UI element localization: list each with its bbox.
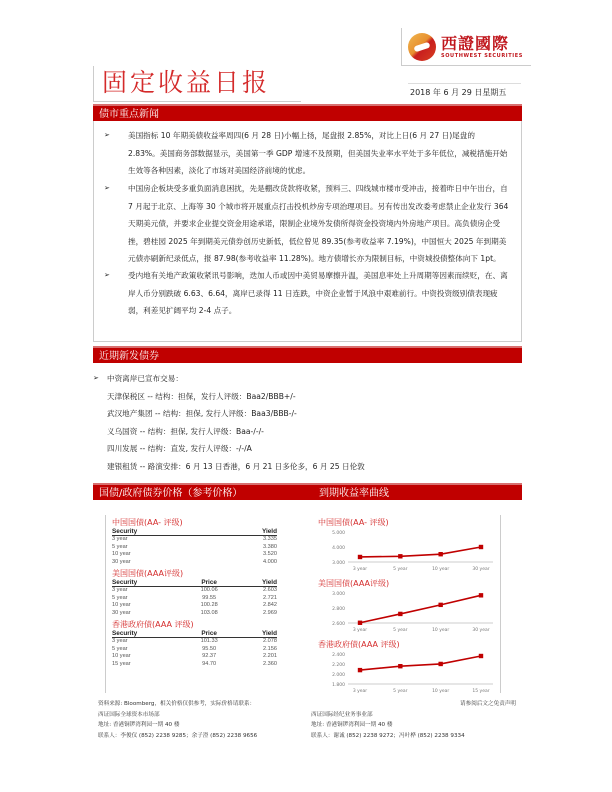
x-tick-label: 10 year bbox=[432, 567, 450, 572]
section-header-news bbox=[93, 104, 522, 121]
y-tick-label: 1.800 bbox=[332, 683, 345, 688]
table-cell: 2.078 bbox=[263, 638, 277, 644]
news-box bbox=[93, 121, 522, 342]
data-point bbox=[479, 654, 483, 658]
contact-people: 联系人：谢诚 (852) 2238 9272；冯叶桦 (852) 2238 9334 bbox=[311, 732, 465, 739]
logo-mark-icon bbox=[408, 33, 436, 61]
table-cell: 94.70 bbox=[202, 660, 217, 667]
data-point bbox=[398, 612, 402, 616]
data-point bbox=[398, 664, 402, 668]
data-point bbox=[479, 545, 483, 549]
table-cell: 2.603 bbox=[263, 587, 277, 593]
disclaimer-note: 请参阅后文之免责声明 bbox=[460, 701, 516, 707]
table-cell: 4.000 bbox=[263, 558, 277, 565]
data-point bbox=[479, 593, 483, 597]
contact-dept: 西证国际经纪业务事业部 bbox=[311, 711, 373, 718]
bond-table bbox=[112, 528, 277, 566]
news-text: 受内地有关地产政策收紧讯号影响，迭加人币或因中美贸易摩擦升温，美国息率处上升周期等因素而续贬，在、离岸人币分别跌破 6.63、6.64，离岸已录得 11 日连跌，中资企业暂于风浪中艰难前行。中资投资级别债表现疲弱，利差见扩阔平均 2-4 点子。 bbox=[128, 271, 508, 315]
y-tick-label: 3.000 bbox=[332, 561, 345, 566]
column-header: Security bbox=[112, 579, 185, 587]
news-item bbox=[104, 267, 509, 320]
table-cell: 101.33 bbox=[200, 638, 218, 644]
arrow-bullet-icon: ➢ bbox=[104, 184, 110, 192]
yield-curve-chart bbox=[318, 650, 498, 694]
issue-item: 天津保税区 -- 结构：担保，发行人评级：Baa2/BBB+/- bbox=[107, 391, 296, 401]
table-cell: 30 year bbox=[112, 609, 131, 616]
table-cell: 5 year bbox=[112, 594, 128, 601]
x-tick-label: 5 year bbox=[393, 689, 408, 694]
table-cell: 3 year bbox=[112, 587, 128, 593]
y-tick-label: 5.000 bbox=[332, 531, 345, 536]
news-text: 中国房企板块受多重负面消息困扰，先是棚改货款将收紧，预料三、四线城市楼市受冲击，接着昨日中午出台，自 7 月起于北京、上海等 30 个城市将开展重点打击投机炒房专项治理项目。另有传出发改委考虑禁止企业发行 364 天期美元债，并要求企业提交资金用途承诺，限制企业境外发债所得资金投资境内外房地产项目。高负债房企受挫，碧桂园 2025 年到期美元债券创历史新低，低位曾见 89.35(参考收益率 7.19%)，中国恒大 2025 年到期美元债亦刷新纪录低点，报 87.98(参考收益率 11.28%)。地方债增长亦为限制目标，中资城投债整体向下 1pt。 bbox=[128, 184, 509, 263]
table-title: 香港政府债(AAA 评级) bbox=[112, 620, 194, 629]
table-cell: 5 year bbox=[112, 543, 128, 550]
column-header: Yield bbox=[215, 528, 277, 536]
column-header: Security bbox=[112, 630, 185, 638]
section-title: 债市重点新闻 bbox=[99, 109, 159, 120]
arrow-bullet-icon: ➢ bbox=[104, 131, 110, 139]
news-item bbox=[104, 180, 509, 268]
contact-address: 地址: 香港铜锣湾利园一期 40 楼 bbox=[311, 722, 393, 728]
table-row bbox=[112, 587, 277, 595]
table-row bbox=[112, 610, 277, 618]
y-tick-label: 2.600 bbox=[332, 622, 345, 627]
table-row bbox=[112, 653, 277, 661]
issue-item: 武汉地产集团 -- 结构：担保, 发行人评级：Baa3/BBB-/- bbox=[107, 409, 297, 418]
section-header-new-issues bbox=[93, 346, 522, 363]
table-cell: 2.721 bbox=[263, 594, 277, 601]
x-tick-label: 30 year bbox=[472, 628, 490, 633]
y-tick-label: 2.800 bbox=[332, 607, 345, 612]
table-title: 中国国债(AA- 评级) bbox=[112, 518, 183, 527]
issue-item: 义乌国资 -- 结构：担保, 发行人评级：Baa-/-/- bbox=[107, 426, 264, 436]
table-cell: 3.520 bbox=[263, 551, 277, 557]
report-title: 固定收益日报 bbox=[93, 66, 301, 102]
table-cell: 10 year bbox=[112, 551, 131, 557]
x-tick-label: 15 year bbox=[472, 689, 490, 694]
data-point bbox=[358, 555, 362, 559]
table-row bbox=[112, 536, 277, 544]
column-header: Yield bbox=[234, 630, 277, 638]
chart-title: 中国国债(AA- 评级) bbox=[318, 518, 389, 527]
data-point bbox=[358, 668, 362, 672]
footer bbox=[98, 699, 528, 739]
table-row bbox=[112, 544, 277, 552]
company-logo bbox=[401, 28, 531, 66]
table-cell: 3 year bbox=[112, 638, 128, 644]
x-tick-label: 5 year bbox=[393, 567, 408, 572]
new-issues-list bbox=[93, 370, 523, 475]
issue-item: 建银租赁 -- 路演安排：6 月 13 日香港，6 月 21 日多伦多，6 月 25 日伦敦 bbox=[107, 461, 365, 471]
series-line bbox=[360, 595, 481, 622]
table-row bbox=[112, 595, 277, 603]
column-header: Price bbox=[185, 630, 234, 638]
yield-curve-chart bbox=[318, 589, 498, 633]
arrow-bullet-icon: ➢ bbox=[93, 374, 99, 382]
section-title: 近期新发债券 bbox=[99, 351, 159, 362]
table-cell: 103.08 bbox=[200, 609, 218, 616]
section-title: 国债/政府债券价格（参考价格） bbox=[99, 488, 243, 499]
table-cell: 3 year bbox=[112, 536, 128, 542]
data-point bbox=[358, 621, 362, 625]
table-row bbox=[112, 661, 277, 669]
table-cell: 3.335 bbox=[263, 536, 277, 542]
news-text: 美国指标 10 年期美债收益率周四(6 月 28 日)小幅上扬，尾盘报 2.85%，对比上日(6 月 27 日)尾盘的 2.83%。美国商务部数据显示，美国第一季 GDP 增速不及预期，但美国失业率水平处于多年低位，减税措施开始生效等各种因素，淡化了市场对美国经济前境的忧虑。 bbox=[128, 131, 508, 175]
intro-text: 中资离岸已宣布交易： bbox=[107, 374, 183, 383]
logo-en: SOUTHWEST SECURITIES bbox=[441, 52, 523, 59]
table-cell: 92.37 bbox=[202, 653, 217, 659]
table-cell: 3.380 bbox=[263, 543, 277, 550]
table-cell: 5 year bbox=[112, 645, 128, 652]
y-tick-label: 2.400 bbox=[332, 653, 345, 658]
table-row bbox=[112, 559, 277, 567]
yield-curve-chart bbox=[318, 528, 498, 572]
chart-title: 香港政府债(AAA 评级) bbox=[318, 640, 400, 649]
y-tick-label: 2.000 bbox=[332, 673, 345, 678]
x-tick-label: 10 year bbox=[432, 689, 450, 694]
table-cell: 2.201 bbox=[263, 653, 277, 659]
chart-title: 美国国债(AAA评级) bbox=[318, 579, 390, 588]
table-row bbox=[112, 551, 277, 559]
table-cell: 2.156 bbox=[263, 645, 277, 652]
x-tick-label: 3 year bbox=[352, 628, 368, 633]
series-line bbox=[360, 656, 481, 670]
divider bbox=[408, 83, 521, 84]
source-note: 资料来源: Bloomberg，相关价格仅供参考，实际价格请联系： bbox=[98, 701, 256, 707]
series-line bbox=[360, 547, 481, 557]
y-tick-label: 3.000 bbox=[332, 592, 345, 597]
table-cell: 15 year bbox=[112, 660, 131, 667]
x-tick-label: 10 year bbox=[432, 628, 450, 633]
table-cell: 100.28 bbox=[200, 602, 218, 608]
y-tick-label: 2.200 bbox=[332, 663, 345, 668]
section-title: 到期收益率曲线 bbox=[319, 488, 389, 499]
data-point bbox=[438, 662, 442, 666]
x-tick-label: 3 year bbox=[352, 689, 368, 694]
contact-dept: 西证国际全球资本市场部 bbox=[98, 711, 160, 718]
table-cell: 2.969 bbox=[263, 609, 277, 616]
table-cell: 2.360 bbox=[263, 660, 277, 667]
logo-cn: 西證國際 bbox=[441, 33, 510, 53]
news-item bbox=[104, 127, 509, 180]
table-cell: 10 year bbox=[112, 653, 131, 659]
table-cell: 2.842 bbox=[263, 602, 277, 608]
yield-curve-charts bbox=[318, 515, 501, 693]
arrow-bullet-icon: ➢ bbox=[104, 271, 110, 279]
table-title: 美国国债(AAA评级) bbox=[112, 569, 184, 578]
data-point bbox=[438, 552, 442, 556]
table-cell: 10 year bbox=[112, 602, 131, 608]
table-row bbox=[112, 638, 277, 646]
issue-item: 四川发展 -- 结构：直发, 发行人评级：-/-/A bbox=[107, 444, 252, 453]
column-header: Security bbox=[112, 528, 215, 536]
x-tick-label: 5 year bbox=[393, 628, 408, 633]
table-cell: 99.55 bbox=[202, 594, 217, 601]
section-header-prices bbox=[93, 483, 522, 500]
contact-address: 地址: 香港铜锣湾利园一期 40 楼 bbox=[98, 722, 180, 728]
table-row bbox=[112, 602, 277, 610]
table-row bbox=[112, 646, 277, 654]
contact-people: 联系人：李俊仪 (852) 2238 9285；余子澄 (852) 2238 9656 bbox=[98, 732, 258, 739]
table-cell: 100.06 bbox=[200, 587, 218, 593]
column-header: Yield bbox=[234, 579, 277, 587]
data-point bbox=[398, 554, 402, 558]
bond-price-tables bbox=[105, 515, 285, 693]
data-point bbox=[438, 603, 442, 607]
column-header: Price bbox=[185, 579, 234, 587]
y-tick-label: 4.000 bbox=[332, 546, 345, 551]
x-tick-label: 3 year bbox=[352, 567, 368, 572]
bond-table bbox=[112, 579, 277, 617]
report-date: 2018 年 6 月 29 日星期五 bbox=[410, 88, 507, 97]
table-cell: 95.50 bbox=[202, 645, 217, 652]
table-cell: 30 year bbox=[112, 558, 131, 565]
x-tick-label: 30 year bbox=[472, 567, 490, 572]
bond-table bbox=[112, 630, 277, 668]
